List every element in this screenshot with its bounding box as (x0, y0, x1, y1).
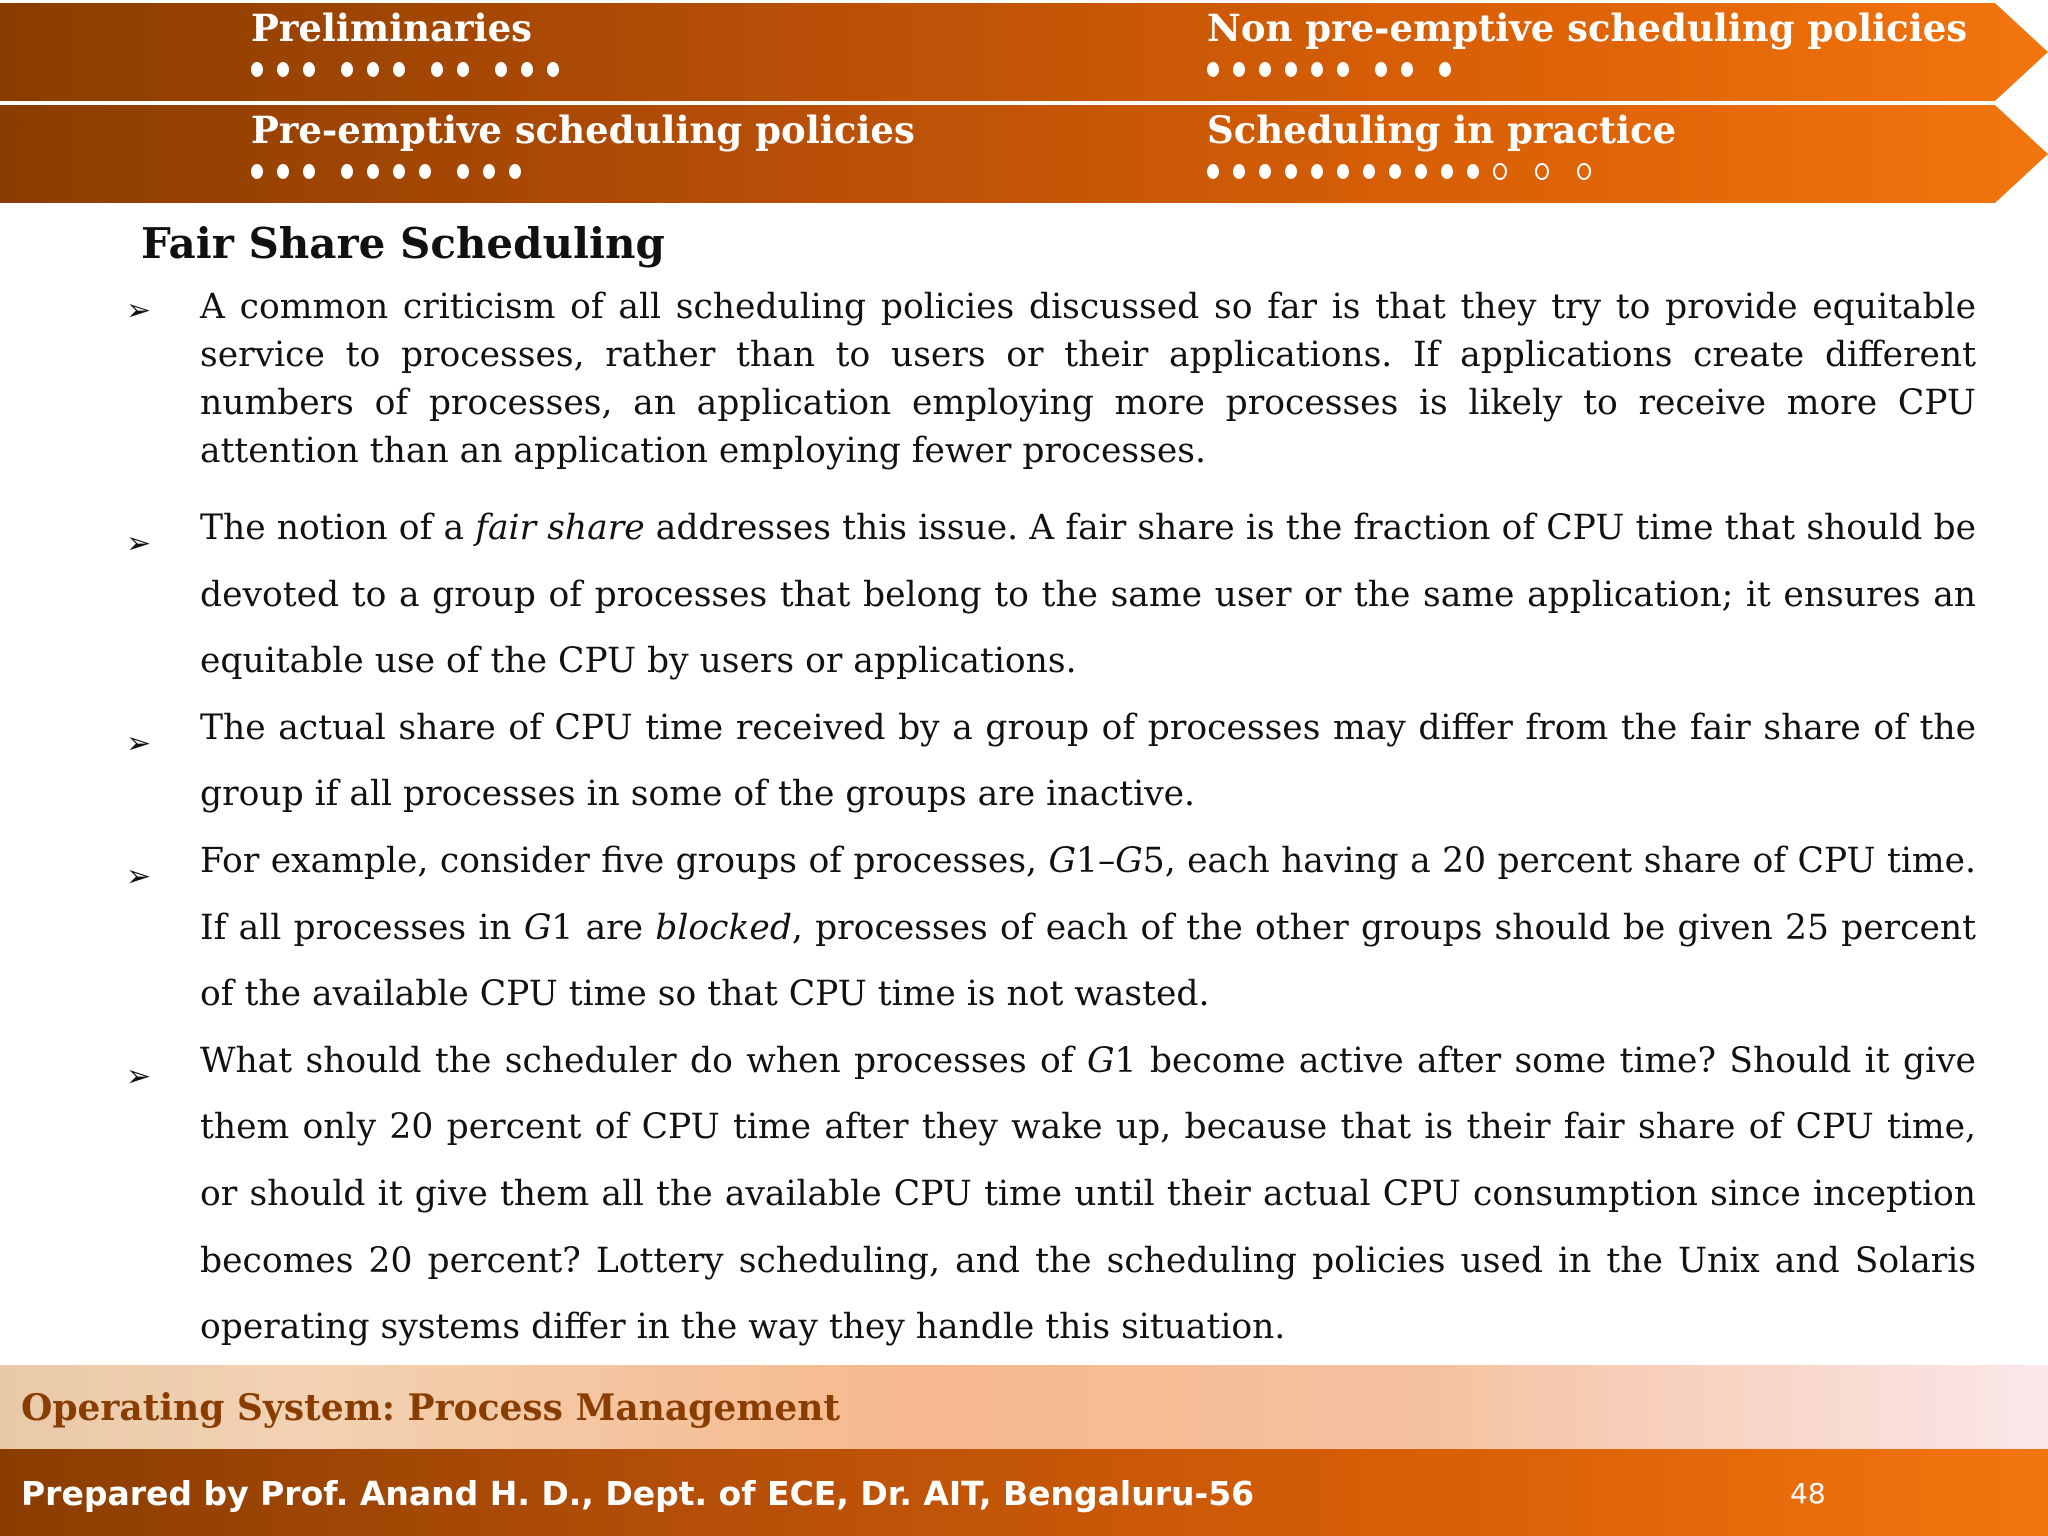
slide-dot[interactable] (303, 164, 315, 179)
text-run: addresses this issue. A fair share is the fraction of CPU time that should be devoted to a group of processes that belong to the same user or the same application; it ensures an equitable use of the CPU by users or applications. (200, 508, 1976, 682)
slide-dot[interactable] (1439, 62, 1451, 77)
slide-dot[interactable] (1415, 164, 1427, 179)
slide-dot[interactable] (1311, 62, 1323, 77)
slide-dot[interactable] (367, 62, 379, 77)
nav-section-title: Pre-emptive scheduling policies (251, 108, 915, 152)
page-number: 48 (1790, 1477, 1826, 1510)
nav-progress-dots (1207, 56, 1967, 82)
slide-dot[interactable] (1441, 164, 1453, 179)
arrow-bullet-icon: ➢ (126, 725, 152, 761)
slide-dot[interactable] (1389, 164, 1401, 179)
slide-dot[interactable] (1375, 62, 1387, 77)
slide-dot[interactable] (1285, 62, 1297, 77)
slide-dot[interactable] (495, 62, 507, 77)
nav-section-scheduling-in-practice[interactable] (1207, 108, 1676, 184)
text-run: 5, each having a 20 percent share of CPU time. If all processes in (200, 840, 1977, 948)
slide-dot[interactable] (1285, 164, 1297, 179)
slide-dot[interactable] (431, 62, 443, 77)
arrow-bullet-icon: ➢ (126, 293, 152, 328)
slide-dot[interactable] (1337, 62, 1349, 77)
slide-dot[interactable] (277, 164, 289, 179)
italic-term: G (1048, 840, 1076, 881)
nav-section-title: Scheduling in practice (1207, 108, 1677, 152)
bullet-text (200, 508, 1976, 681)
text-run: 1 are (551, 907, 656, 948)
italic-term: G (1086, 1040, 1115, 1081)
nav-progress-dots (1207, 158, 1676, 184)
slide-dot[interactable] (341, 62, 353, 77)
nav-section-preemptive[interactable] (251, 108, 915, 184)
bullet-text (200, 708, 1976, 815)
text-run: For example, consider five groups of processes, (200, 840, 1049, 881)
bullet-list (120, 283, 1976, 1361)
arrow-bullet-icon: ➢ (126, 858, 152, 894)
slide-dot[interactable] (393, 164, 405, 179)
slide-dot[interactable] (1259, 62, 1271, 77)
nav-progress-dots (251, 158, 915, 184)
bullet-item (120, 283, 1976, 475)
text-run: A common criticism of all scheduling policies discussed so far is that they try to provide equitable service to processes, rather than to users or their applications. If applications create different numbers of processes, an application employing more processes is likely to receive more CPU attention than an application employing fewer processes. (200, 287, 1976, 471)
slide-dot[interactable] (457, 62, 469, 77)
slide-dot[interactable] (521, 62, 533, 77)
slide-dot[interactable] (1233, 164, 1245, 179)
slide-dot[interactable] (547, 62, 559, 77)
slide-dot[interactable] (457, 164, 469, 179)
slide-dot[interactable] (367, 164, 379, 179)
slide-dot-upcoming[interactable] (1535, 163, 1549, 180)
slide-dot[interactable] (341, 164, 353, 179)
bullet-text (200, 1041, 1976, 1347)
nav-progress-dots (251, 56, 573, 82)
nav-section-title: Non pre-emptive scheduling policies (1207, 6, 1968, 50)
slide-dot[interactable] (251, 164, 263, 179)
arrow-bullet-icon: ➢ (126, 1058, 152, 1094)
slide-dot[interactable] (1311, 164, 1323, 179)
nav-section-title: Preliminaries (251, 6, 532, 50)
italic-term: blocked (655, 907, 792, 948)
text-run: 1 become active after some time? Should it give them only 20 percent of CPU time after they wake up, because that is their fair share of CPU time, or should it give them all the available CPU time until their actual CPU consumption since inception becomes 20 percent? Lottery scheduling, and the scheduling policies used in the Unix and Solaris operating systems differ in the way they handle this situation. (200, 1040, 1976, 1348)
slide-dot[interactable] (251, 62, 263, 77)
slide-dot[interactable] (483, 164, 495, 179)
slide-dot[interactable] (1207, 62, 1219, 77)
slide-dot[interactable] (419, 164, 431, 179)
slide-dot-upcoming[interactable] (1577, 163, 1591, 180)
italic-term: G (523, 907, 552, 948)
bullet-item (120, 495, 1976, 695)
slide-dot[interactable] (1401, 62, 1413, 77)
bullet-item (120, 828, 1976, 1028)
footer-credit: Prepared by Prof. Anand H. D., Dept. of ECE, Dr. AIT, Bengaluru-56 (21, 1474, 1255, 1513)
nav-section-preliminaries[interactable] (251, 6, 573, 82)
slide-title: Fair Share Scheduling (141, 219, 665, 268)
bullet-item (120, 1028, 1976, 1361)
arrow-bullet-icon: ➢ (126, 526, 152, 561)
footer-subject: Operating System: Process Management (21, 1387, 841, 1429)
nav-section-non-preemptive[interactable] (1207, 6, 1967, 82)
slide-dot[interactable] (1467, 164, 1479, 179)
text-run: What should the scheduler do when processes of (200, 1040, 1087, 1081)
text-run: The notion of a (200, 508, 476, 548)
text-run: , processes of each of the other groups should be given 25 percent of the available CPU time so that CPU time is not wasted. (200, 907, 1976, 1015)
slide-dot[interactable] (303, 62, 315, 77)
slide-dot[interactable] (393, 62, 405, 77)
bullet-text (200, 287, 1976, 471)
slide-dot[interactable] (509, 164, 521, 179)
slide-dot[interactable] (1337, 164, 1349, 179)
italic-term: fair share (475, 508, 645, 548)
bullet-text (200, 841, 1976, 1014)
slide-dot[interactable] (1363, 164, 1375, 179)
text-run: The actual share of CPU time received by a group of processes may differ from the fair share of the group if all processes in some of the groups are inactive. (200, 707, 1976, 815)
slide-dot[interactable] (277, 62, 289, 77)
bullet-item (120, 695, 1976, 828)
slide-dot[interactable] (1233, 62, 1245, 77)
slide-dot-upcoming[interactable] (1493, 163, 1507, 180)
slide-dot[interactable] (1259, 164, 1271, 179)
slide-dot[interactable] (1207, 164, 1219, 179)
text-run: 1– (1076, 840, 1116, 881)
italic-term: G (1115, 840, 1143, 881)
